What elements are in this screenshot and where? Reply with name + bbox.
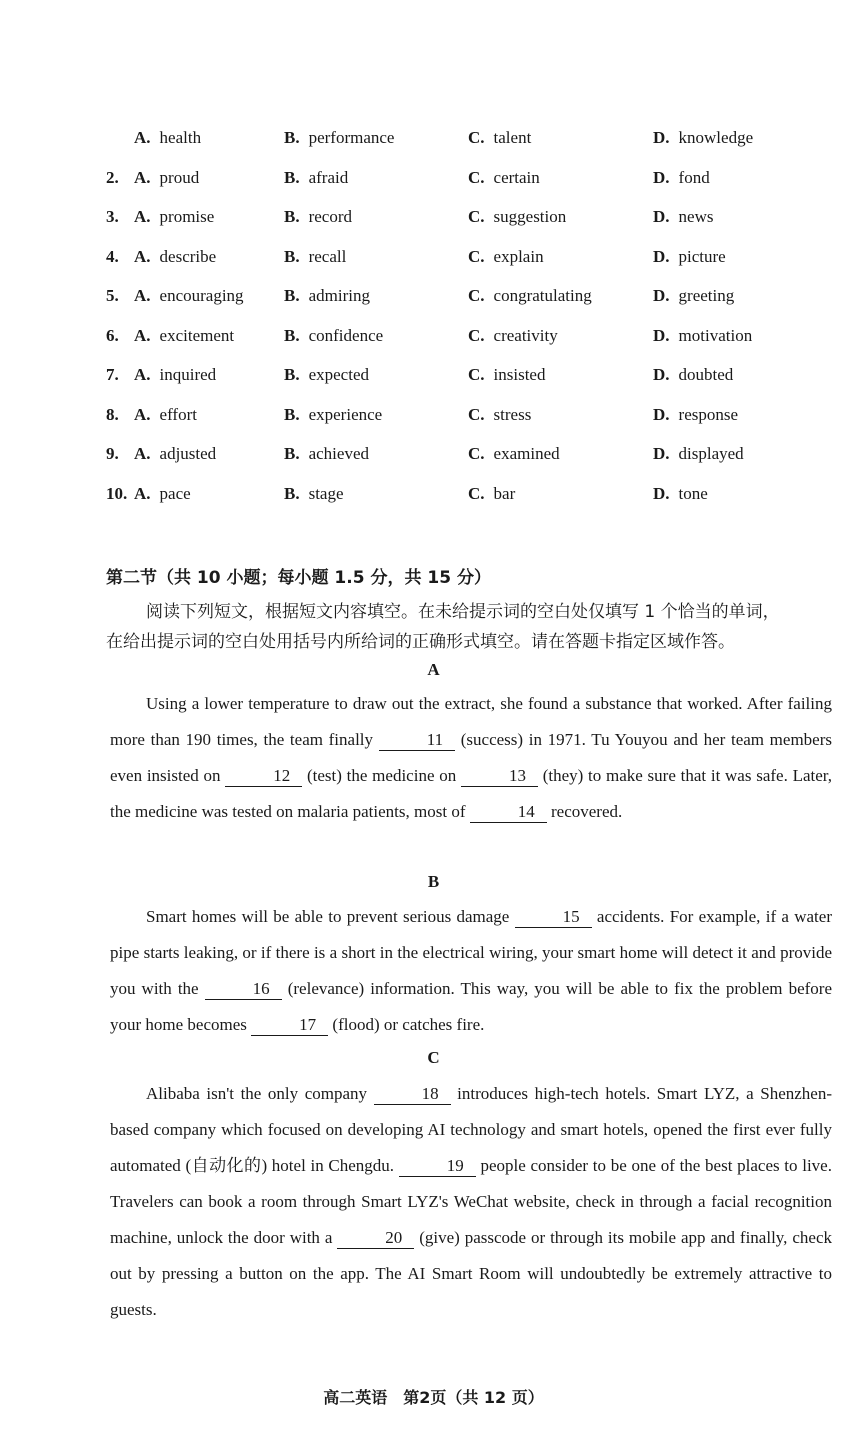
option-letter: C. <box>468 325 485 345</box>
option-letter: A. <box>134 128 151 147</box>
option-a <box>134 365 216 385</box>
option-a <box>134 128 201 148</box>
option-row <box>0 326 867 356</box>
passage-text: (success) in 1971. Tu Youyou and her team members even insisted on <box>110 730 832 785</box>
option-d <box>653 207 713 227</box>
option-letter: C. <box>468 404 485 424</box>
question-number: 5. <box>106 286 119 305</box>
instruction-line-1: 阅读下列短文，根据短文内容填空。在未给提示词的空白处仅填写 1 个恰当的单词， <box>146 602 780 622</box>
option-word: talent <box>493 128 532 147</box>
passage-b <box>110 899 832 1043</box>
option-letter: C. <box>468 207 485 226</box>
blank-15[interactable]: 15 <box>515 907 592 928</box>
page-footer: 高二英语 第2页（共 12 页） <box>323 1388 544 1407</box>
blank-14[interactable]: 14 <box>470 802 547 823</box>
option-letter: B. <box>284 286 300 305</box>
option-letter: A. <box>134 207 151 226</box>
option-letter: D. <box>653 483 670 503</box>
option-word: admiring <box>308 286 370 305</box>
blank-11[interactable]: 11 <box>379 730 455 751</box>
option-word: stage <box>308 483 344 503</box>
option-letter: D. <box>653 207 670 226</box>
passage-text: (test) the medicine on <box>302 766 461 785</box>
option-d <box>653 405 738 425</box>
option-letter: C. <box>468 444 485 463</box>
option-b <box>284 247 346 267</box>
question-number: 8. <box>106 404 119 424</box>
option-word: certain <box>493 167 540 187</box>
option-word: describe <box>159 246 217 266</box>
option-word: knowledge <box>678 128 754 147</box>
option-b <box>284 444 369 464</box>
option-d <box>653 444 744 464</box>
option-d <box>653 247 726 267</box>
option-word: tone <box>678 483 708 503</box>
passage-text: (they) to make sure that it was safe. Later, the medicine was tested on malaria patients, most of <box>110 766 832 821</box>
option-a <box>134 247 216 267</box>
option-d <box>653 365 733 385</box>
option-word: record <box>308 207 353 226</box>
option-letter: A. <box>134 483 151 503</box>
option-letter: C. <box>468 246 485 266</box>
option-word: explain <box>493 246 544 266</box>
option-row <box>0 444 867 474</box>
option-b <box>284 326 383 346</box>
passage-text: introduces high-tech hotels. Smart LYZ, a Shenzhen-based company which focused on developing AI technology and smart hotels, opened the first ever fully automated (自动化的) hotel in Chengdu. <box>110 1084 832 1175</box>
question-number: 10. <box>106 483 128 503</box>
option-word: bar <box>493 483 516 503</box>
option-letter: D. <box>653 128 670 147</box>
option-word: examined <box>493 444 560 463</box>
option-letter: C. <box>468 483 485 503</box>
option-c <box>468 128 531 148</box>
option-letter: D. <box>653 246 670 266</box>
option-b <box>284 484 344 504</box>
option-c <box>468 286 592 306</box>
passage-a <box>110 686 832 830</box>
option-c <box>468 247 544 267</box>
question-number: 6. <box>106 325 119 345</box>
option-letter: A. <box>134 167 151 187</box>
option-b <box>284 207 352 227</box>
option-word: achieved <box>308 444 369 463</box>
option-a <box>134 286 244 306</box>
passage-text: recovered. <box>546 802 623 821</box>
option-letter: B. <box>284 444 300 463</box>
option-letter: B. <box>284 207 300 226</box>
option-letter: D. <box>653 444 670 463</box>
passage-text: (flood) or catches fire. <box>328 1015 485 1034</box>
option-word: picture <box>678 246 726 266</box>
section-heading: 第二节（共 10 小题；每小题 1.5 分，共 15 分） <box>106 568 491 588</box>
option-b <box>284 168 348 188</box>
blank-12[interactable]: 12 <box>225 766 302 787</box>
option-word: adjusted <box>159 444 217 463</box>
option-c <box>468 365 545 385</box>
option-row <box>0 365 867 395</box>
option-word: promise <box>159 207 215 226</box>
option-letter: D. <box>653 325 670 345</box>
passage-text: Using a lower temperature to draw out the extract, she found a substance that worked. After failing more than 190 times, the team finally <box>110 694 832 749</box>
passage-text: Alibaba isn't the only company <box>146 1084 374 1103</box>
passage-text: (relevance) information. This way, you will be able to fix the problem before your home becomes <box>110 979 832 1034</box>
passage-b-label: B <box>427 872 440 891</box>
option-a <box>134 168 199 188</box>
option-word: greeting <box>678 286 735 305</box>
blank-20[interactable]: 20 <box>337 1228 414 1249</box>
option-word: proud <box>159 167 200 187</box>
option-word: motivation <box>678 325 753 345</box>
option-letter: C. <box>468 128 485 147</box>
option-row <box>0 128 867 158</box>
option-word: news <box>678 207 714 226</box>
passage-text: accidents. For example, if a water pipe starts leaking, or if there is a short in the electrical wiring, your smart home will detect it and provide you with the <box>110 907 832 998</box>
option-letter: D. <box>653 404 670 424</box>
option-word: confidence <box>308 325 384 345</box>
option-word: doubted <box>678 365 734 384</box>
option-row <box>0 405 867 435</box>
option-letter: A. <box>134 325 151 345</box>
option-row <box>0 286 867 316</box>
option-letter: A. <box>134 246 151 266</box>
passage-a-label: A <box>427 660 440 679</box>
blank-18[interactable]: 18 <box>374 1084 451 1105</box>
option-c <box>468 168 540 188</box>
option-d <box>653 484 708 504</box>
blank-17[interactable]: 17 <box>251 1015 328 1036</box>
option-word: afraid <box>308 167 349 187</box>
option-word: suggestion <box>493 207 567 226</box>
option-word: recall <box>308 246 347 266</box>
option-word: excitement <box>159 325 235 345</box>
option-a <box>134 444 216 464</box>
blank-13[interactable]: 13 <box>461 766 538 787</box>
option-b <box>284 365 369 385</box>
passage-c-label: C <box>427 1048 440 1067</box>
option-letter: B. <box>284 246 300 266</box>
option-row <box>0 247 867 277</box>
question-number: 3. <box>106 207 119 226</box>
option-letter: D. <box>653 365 670 384</box>
option-a <box>134 326 234 346</box>
question-number: 9. <box>106 444 119 463</box>
option-letter: B. <box>284 167 300 187</box>
option-letter: C. <box>468 167 485 187</box>
option-letter: B. <box>284 365 300 384</box>
option-b <box>284 286 370 306</box>
option-letter: C. <box>468 286 485 305</box>
passage-text: Smart homes will be able to prevent serious damage <box>146 907 515 926</box>
option-letter: D. <box>653 286 670 305</box>
question-number: 2. <box>106 167 119 187</box>
option-d <box>653 128 753 148</box>
passage-text: (give) passcode or through its mobile app and finally, check out by pressing a button on the app. The AI Smart Room will undoubtedly be extremely attractive to guests. <box>110 1228 832 1319</box>
option-letter: A. <box>134 444 151 463</box>
option-a <box>134 484 191 504</box>
option-a <box>134 207 214 227</box>
option-word: stress <box>493 404 532 424</box>
option-c <box>468 405 531 425</box>
option-a <box>134 405 197 425</box>
option-letter: A. <box>134 404 151 424</box>
option-word: pace <box>159 483 191 503</box>
option-c <box>468 326 558 346</box>
option-letter: B. <box>284 128 300 147</box>
option-c <box>468 484 515 504</box>
option-word: health <box>159 128 202 147</box>
question-number: 7. <box>106 365 119 384</box>
option-d <box>653 168 710 188</box>
option-letter: B. <box>284 404 300 424</box>
option-row <box>0 207 867 237</box>
option-letter: C. <box>468 365 485 384</box>
option-c <box>468 207 566 227</box>
passage-c <box>110 1076 832 1328</box>
blank-19[interactable]: 19 <box>399 1156 476 1177</box>
instruction-line-2: 在给出提示词的空白处用括号内所给词的正确形式填空。请在答题卡指定区域作答。 <box>106 632 735 652</box>
passage-text: people consider to be one of the best places to live. Travelers can book a room through Smart LYZ's WeChat website, check in through a facial recognition machine, unlock the door with a <box>110 1156 832 1247</box>
option-word: encouraging <box>159 286 244 305</box>
option-word: experience <box>308 404 383 424</box>
option-word: displayed <box>678 444 744 463</box>
option-row <box>0 168 867 198</box>
option-letter: B. <box>284 483 300 503</box>
question-number: 4. <box>106 246 119 266</box>
option-b <box>284 405 382 425</box>
option-letter: D. <box>653 167 670 187</box>
option-word: congratulating <box>493 286 592 305</box>
option-word: response <box>678 404 739 424</box>
option-word: expected <box>308 365 369 384</box>
option-word: fond <box>678 167 710 187</box>
option-word: creativity <box>493 325 558 345</box>
option-letter: B. <box>284 325 300 345</box>
option-d <box>653 286 734 306</box>
option-letter: A. <box>134 286 151 305</box>
option-b <box>284 128 394 148</box>
option-word: effort <box>159 404 197 424</box>
option-letter: A. <box>134 365 151 384</box>
option-word: insisted <box>493 365 546 384</box>
blank-16[interactable]: 16 <box>205 979 282 1000</box>
option-d <box>653 326 752 346</box>
option-word: inquired <box>159 365 217 384</box>
option-word: performance <box>308 128 395 147</box>
option-c <box>468 444 560 464</box>
option-row <box>0 484 867 514</box>
